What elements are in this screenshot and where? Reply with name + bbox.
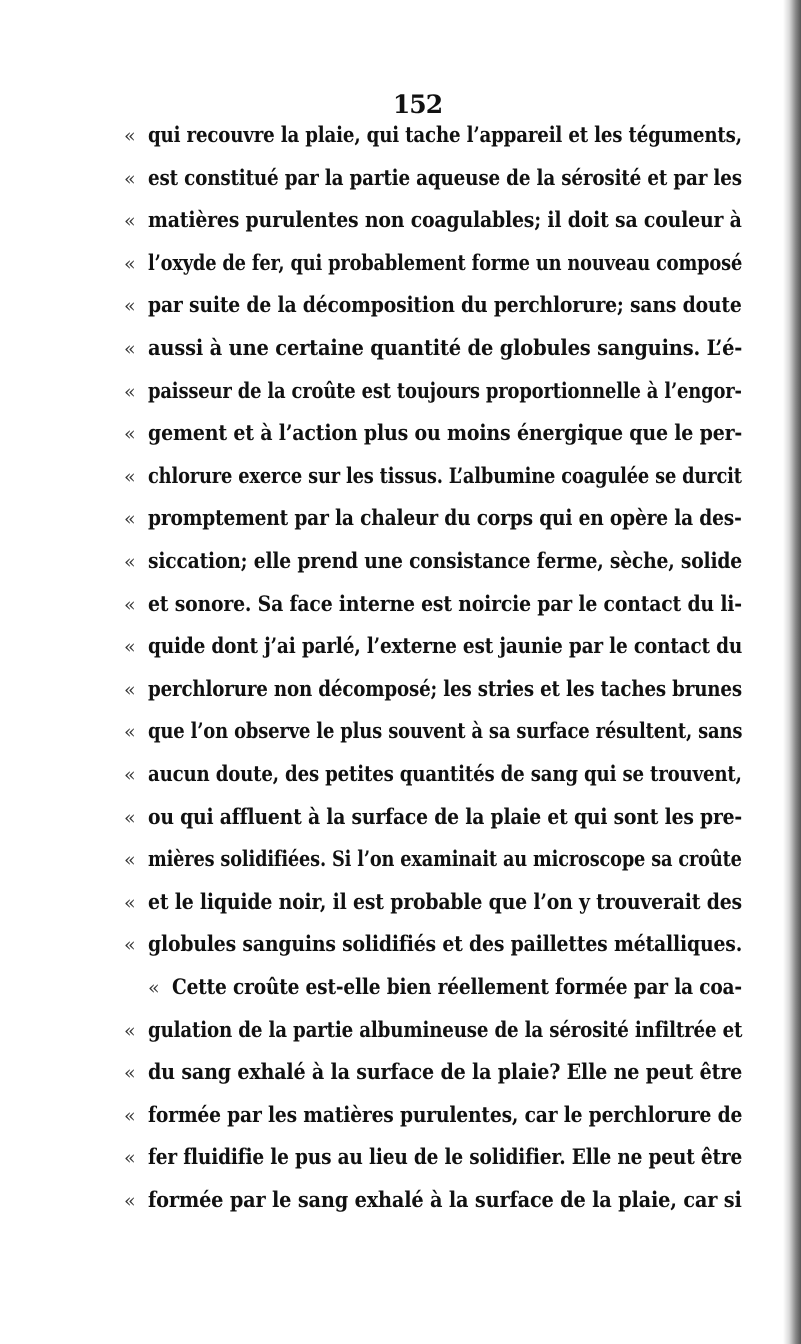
line-text: du sang exhalé à la surface de la plaie? Elle ne peut être (148, 1060, 743, 1086)
quote-mark: « (124, 849, 136, 872)
line-text: promptement par la chaleur du corps qui en opère la des- (148, 506, 742, 532)
line-text: formée par les matières purulentes, car le perchlorure de (148, 1102, 743, 1128)
quote-mark: « (124, 1062, 136, 1085)
line-text: et le liquide noir, il est probable que l’on y trouverait des (148, 889, 742, 915)
line-text: siccation; elle prend une consistance ferme, sèche, solide (148, 549, 742, 574)
quote-mark: « (124, 295, 136, 318)
quote-mark: « (124, 636, 136, 659)
quote-mark: « (124, 508, 136, 531)
quote-mark: « (124, 1104, 136, 1127)
quote-mark: « (124, 423, 136, 446)
line-text: fer fluidifie le pus au lieu de le solidifier. Elle ne peut être (148, 1145, 743, 1171)
line-text: gement et à l’action plus ou moins énergique que le per- (148, 421, 743, 447)
quote-mark: « (124, 338, 136, 360)
page-number: 152 (392, 90, 443, 119)
quote-mark: « (124, 593, 136, 616)
line-text: ou qui affluent à la surface de la plaie et qui sont les pre- (148, 804, 743, 830)
quote-mark: « (124, 551, 136, 573)
quote-mark: « (124, 934, 136, 957)
line-text: qui recouvre la plaie, qui tache l’appareil et les téguments, (148, 123, 742, 148)
quote-mark: « (124, 1019, 136, 1042)
quote-mark: « (124, 678, 136, 701)
quote-mark: « (124, 465, 136, 488)
line-text: matières purulentes non coagulables; il doit sa couleur à (148, 208, 742, 234)
quote-mark: « (124, 764, 136, 786)
line-text: chlorure exerce sur les tissus. L’albumine coagulée se durcit (148, 463, 742, 489)
quote-mark: « (124, 125, 136, 147)
line-text: Cette croûte est-elle bien réellement formée par la coa- (172, 975, 742, 1000)
line-text: paisseur de la croûte est toujours proportionnelle à l’engor- (148, 378, 742, 404)
line-text: aussi à une certaine quantité de globules sanguins. L’é- (148, 336, 743, 361)
line-text: que l’on observe le plus souvent à sa surface résultent, sans (148, 719, 743, 745)
quote-mark: « (148, 977, 160, 999)
line-text: par suite de la décomposition du perchlorure; sans doute (148, 293, 742, 319)
line-text: quide dont j’ai parlé, l’externe est jaunie par le contact du (148, 634, 743, 660)
line-text: et sonore. Sa face interne est noircie par le contact du li- (148, 591, 742, 617)
quote-mark: « (124, 1190, 136, 1212)
quote-mark: « (124, 721, 136, 744)
quote-mark: « (124, 1147, 136, 1170)
quote-mark: « (124, 210, 136, 233)
quote-mark: « (124, 380, 136, 403)
line-text: globules sanguins solidifiés et des paillettes métalliques. (148, 932, 743, 958)
scan-edge-shadow (783, 0, 801, 1344)
line-text: est constitué par la partie aqueuse de la sérosité et par les (148, 165, 742, 191)
line-text: aucun doute, des petites quantités de sang qui se trouvent, (148, 762, 742, 787)
quote-mark: « (124, 806, 136, 829)
quote-mark: « (124, 167, 136, 190)
line-text: formée par le sang exhalé à la surface de la plaie, car si (148, 1188, 742, 1213)
line-text: gulation de la partie albumineuse de la sérosité infiltrée et (148, 1017, 743, 1043)
line-text: l’oxyde de fer, qui probablement forme un nouveau composé (148, 250, 743, 276)
line-text: perchlorure non décomposé; les stries et les taches brunes (148, 676, 742, 702)
quote-mark: « (124, 891, 136, 914)
line-text: mières solidifiées. Si l’on examinait au microscope sa croûte (148, 847, 742, 873)
quote-mark: « (124, 252, 136, 275)
